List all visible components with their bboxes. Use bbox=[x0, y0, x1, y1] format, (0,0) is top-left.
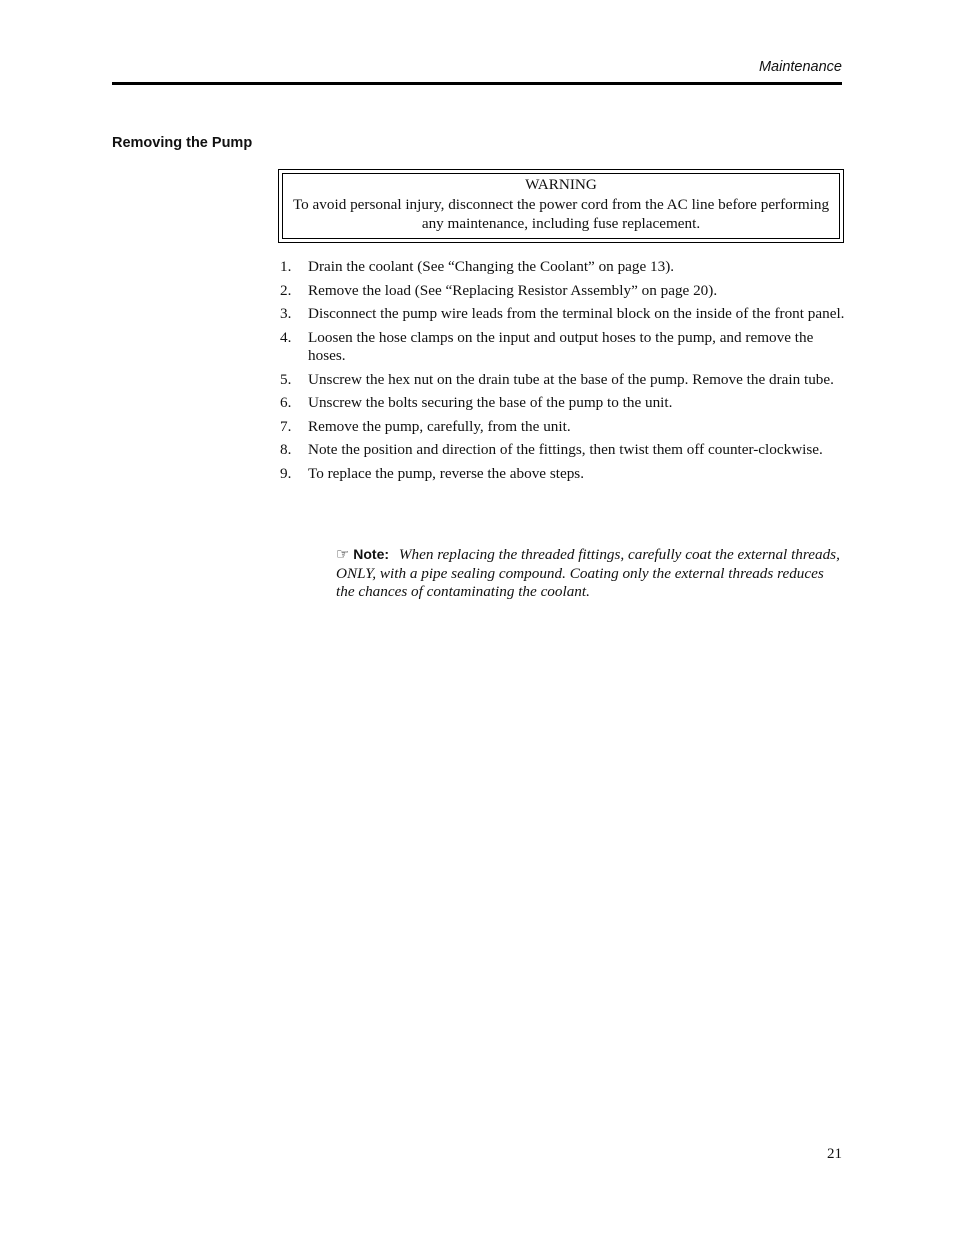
step-text: Unscrew the hex nut on the drain tube at the base of the pump. Remove the drain tube. bbox=[308, 370, 834, 388]
step-text: Disconnect the pump wire leads from the terminal block on the inside of the front panel. bbox=[308, 305, 845, 322]
step-text: Remove the pump, carefully, from the unit. bbox=[308, 417, 571, 435]
list-item bbox=[280, 282, 845, 301]
pointing-hand-icon: ☞ bbox=[336, 545, 350, 563]
header-rule bbox=[112, 82, 842, 85]
list-item bbox=[280, 371, 845, 390]
step-text: Loosen the hose clamps on the input and output hoses to the pump, and remove the hoses. bbox=[308, 328, 814, 364]
warning-box bbox=[278, 169, 844, 243]
step-text: To replace the pump, reverse the above steps. bbox=[308, 464, 584, 482]
note-text: When replacing the threaded fittings, carefully coat the external threads, ONLY, with a pipe sealing compound. Coating only the external threads reduces the chances of contaminating the coolant. bbox=[336, 546, 840, 601]
list-item bbox=[280, 418, 845, 437]
step-number: 4. bbox=[280, 328, 292, 346]
step-text: Unscrew the bolts securing the base of the pump to the unit. bbox=[308, 394, 673, 411]
page-number: 21 bbox=[827, 1146, 842, 1162]
step-number: 2. bbox=[280, 281, 292, 299]
steps-list bbox=[280, 258, 845, 488]
note-label: Note: bbox=[353, 546, 390, 562]
step-number: 6. bbox=[280, 394, 292, 411]
list-item bbox=[280, 258, 845, 277]
step-number: 8. bbox=[280, 441, 292, 458]
step-number: 7. bbox=[280, 417, 292, 435]
step-number: 3. bbox=[280, 305, 292, 322]
list-item bbox=[280, 465, 845, 484]
warning-text: To avoid personal injury, disconnect the power cord from the AC line before performing any maintenance, including fuse replacement. bbox=[292, 195, 830, 232]
step-number: 1. bbox=[280, 258, 292, 275]
running-head: Maintenance bbox=[758, 59, 842, 75]
warning-inner bbox=[282, 173, 840, 239]
step-number: 9. bbox=[280, 464, 292, 482]
list-item bbox=[280, 329, 845, 366]
list-item bbox=[280, 441, 845, 460]
list-item bbox=[280, 305, 845, 324]
note-block bbox=[336, 545, 846, 602]
step-number: 5. bbox=[280, 370, 292, 388]
section-title: Removing the Pump bbox=[112, 135, 253, 151]
list-item bbox=[280, 394, 845, 413]
warning-title: WARNING bbox=[525, 176, 597, 193]
step-text: Drain the coolant (See “Changing the Coolant” on page 13). bbox=[308, 258, 675, 275]
step-text: Remove the load (See “Replacing Resistor Assembly” on page 20). bbox=[308, 281, 718, 299]
step-text: Note the position and direction of the fittings, then twist them off counter-clockwise. bbox=[308, 441, 823, 458]
